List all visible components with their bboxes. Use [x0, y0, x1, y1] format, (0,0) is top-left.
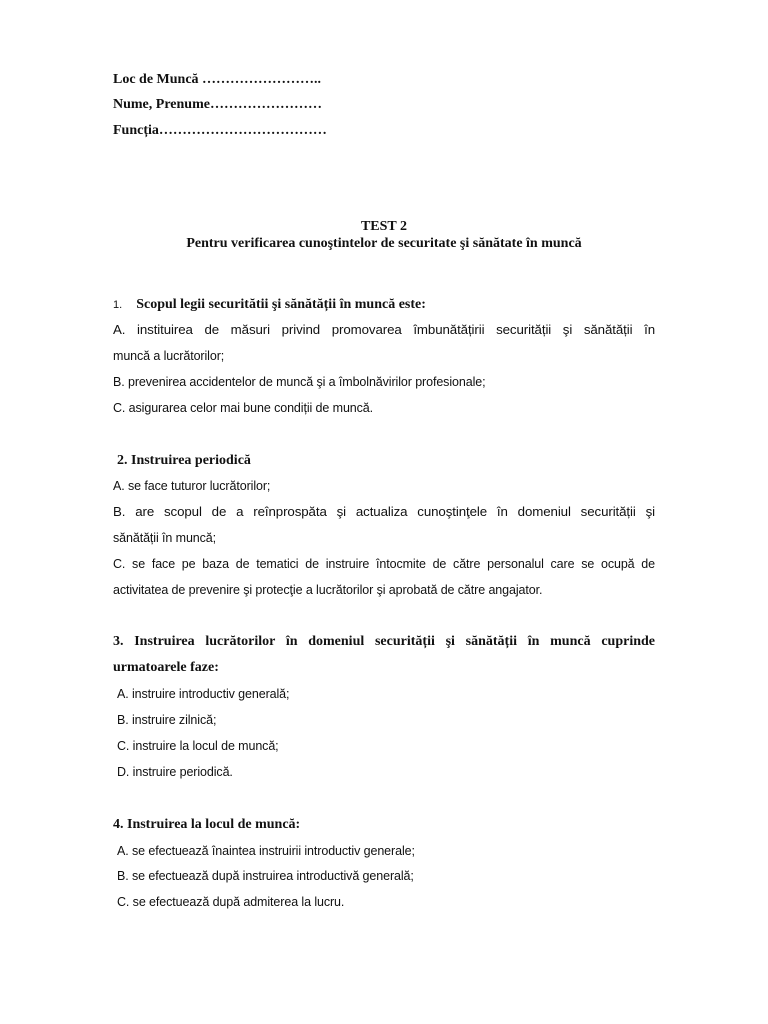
question-1 — [113, 297, 655, 313]
question-1-option-a-line2: muncă a lucrătorilor; — [113, 349, 225, 363]
header-nume-prenume: Nume, Prenume…………………… — [113, 97, 322, 112]
header-loc-de-munca: Loc de Muncă …………………….. — [113, 72, 322, 87]
question-2-option-c-line2: activitatea de prevenire şi protecţie a lucrătorilor şi aprobată de către angajator. — [113, 583, 543, 597]
question-2-option-c-line1: C. se face pe baza de tematici de instruire întocmite de către personalul care se ocupă de — [113, 557, 655, 571]
test-title: TEST 2 — [360, 219, 408, 234]
question-3-line2: urmatoarele faze: — [113, 660, 219, 675]
header-functia: Funcția……………………………… — [113, 123, 327, 138]
question-1-option-a-line1: A. instituirea de măsuri privind promovarea îmbunătățirii securității şi sănătății în — [113, 322, 655, 337]
question-3-option-c: C. instruire la locul de muncă; — [117, 739, 279, 753]
question-2: 2. Instruirea periodică — [117, 453, 251, 468]
question-1-option-c: C. asigurarea celor mai bune condiții de muncă. — [113, 401, 374, 415]
question-2-option-b-line2: sănătății în muncă; — [113, 531, 217, 545]
test-subtitle: Pentru verificarea cunoştintelor de securitate şi sănătate în muncă — [186, 236, 582, 251]
question-2-option-a: A. se face tuturor lucrătorilor; — [113, 479, 271, 493]
question-4-option-c: C. se efectuează după admiterea la lucru. — [117, 895, 345, 909]
question-1-number: 1. — [113, 299, 123, 311]
question-1-text: Scopul legii securitătii şi sănătății în muncă este: — [136, 297, 426, 312]
question-4-option-b: B. se efectuează după instruirea introductivă generală; — [117, 869, 414, 883]
question-3-option-a: A. instruire introductiv generală; — [117, 687, 290, 701]
question-1-option-b: B. prevenirea accidentelor de muncă şi a îmbolnăvirilor profesionale; — [113, 375, 486, 389]
question-4-option-a: A. se efectuează înaintea instruirii introductiv generale; — [117, 844, 415, 858]
question-3-option-d: D. instruire periodică. — [117, 765, 233, 779]
question-2-option-b-line1: B. are scopul de a reînprospăta şi actualiza cunoştinţele în domeniul securității şi — [113, 504, 655, 519]
question-3-option-b: B. instruire zilnică; — [117, 713, 217, 727]
question-4: 4. Instruirea la locul de muncă: — [113, 817, 301, 832]
question-3-line1: 3. Instruirea lucrătorilor în domeniul securității şi sănătății în muncă cuprinde — [113, 634, 655, 649]
